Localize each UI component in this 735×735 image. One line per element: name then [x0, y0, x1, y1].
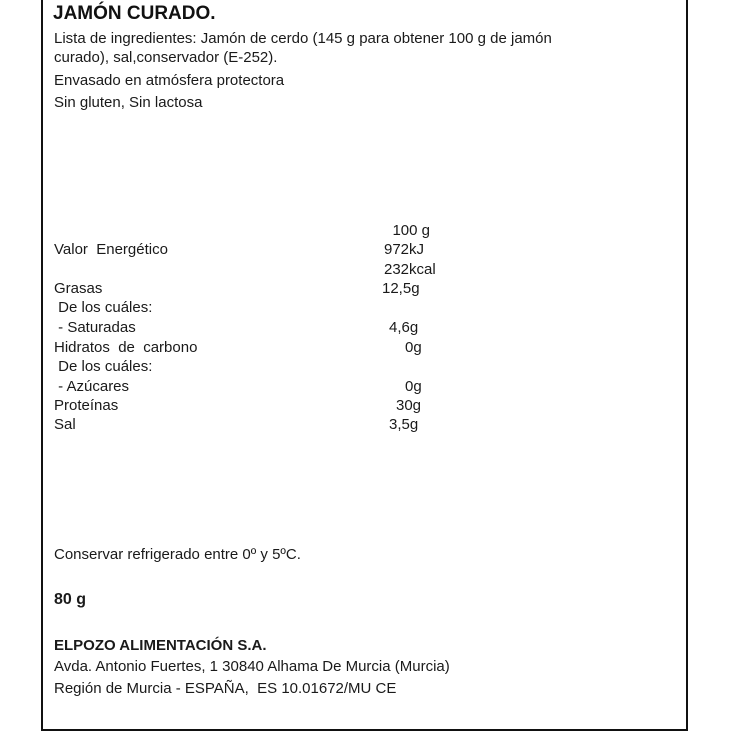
nutrition-label: Valor Energético — [54, 241, 168, 258]
nutrition-value: 12,5g — [382, 280, 420, 297]
net-weight: 80 g — [54, 591, 87, 608]
nutrition-value: 232kcal — [384, 261, 436, 278]
packaging-note: Envasado en atmósfera protectora — [54, 72, 285, 89]
allergen-note: Sin gluten, Sin lactosa — [54, 94, 203, 111]
nutrition-value: 972kJ — [384, 241, 425, 258]
nutrition-value: 0g — [405, 378, 422, 395]
manufacturer-address-1: Avda. Antonio Fuertes, 1 30840 Alhama De Murcia (Murcia) — [54, 658, 450, 675]
storage-instructions: Conservar refrigerado entre 0º y 5ºC. — [54, 546, 301, 563]
product-title: JAMÓN CURADO. — [53, 3, 216, 24]
ingredients-line-1: Lista de ingredientes: Jamón de cerdo (145 g para obtener 100 g de jamón — [54, 30, 552, 47]
manufacturer-name: ELPOZO ALIMENTACIÓN S.A. — [54, 637, 267, 654]
nutrition-header: 100 g — [392, 222, 430, 239]
nutrition-value: 3,5g — [389, 416, 419, 433]
nutrition-label: Hidratos de carbono — [54, 339, 198, 356]
nutrition-value: 0g — [405, 339, 422, 356]
nutrition-label: - Saturadas — [54, 319, 136, 336]
nutrition-label: Sal — [54, 416, 76, 433]
nutrition-label: Proteínas — [54, 397, 119, 414]
nutrition-label: - Azúcares — [54, 378, 130, 395]
nutrition-label: Grasas — [54, 280, 103, 297]
ingredients-line-2: curado), sal,conservador (E-252). — [54, 49, 278, 66]
manufacturer-address-2: Región de Murcia - ESPAÑA, ES 10.01672/MU CE — [54, 680, 397, 697]
nutrition-value: 30g — [396, 397, 422, 414]
nutrition-value: 4,6g — [389, 319, 419, 336]
nutrition-label: De los cuáles: — [54, 299, 153, 316]
nutrition-label: De los cuáles: — [54, 358, 153, 375]
